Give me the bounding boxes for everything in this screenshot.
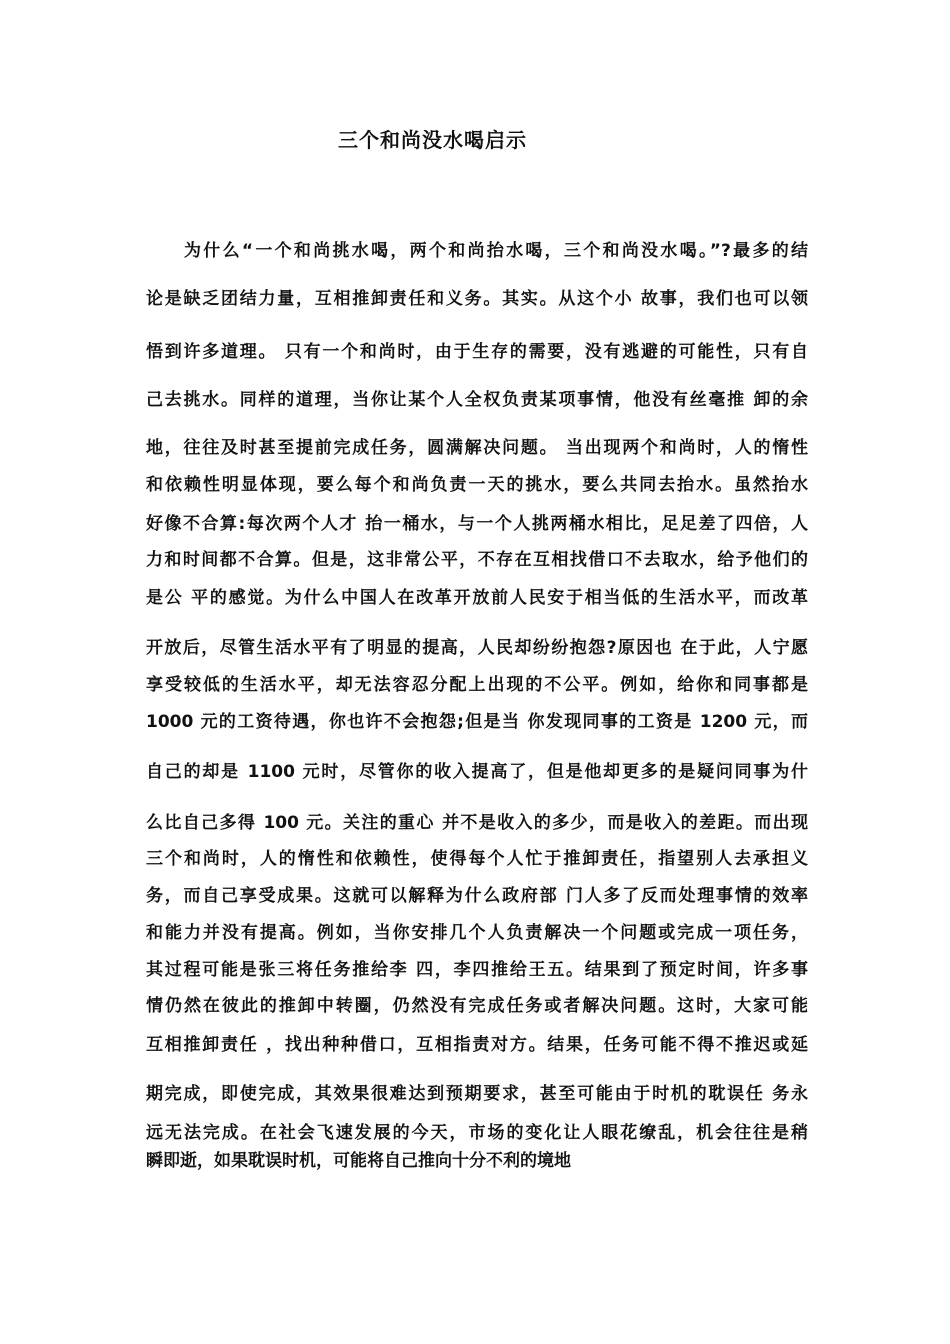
body-line: 自己的却是 1100 元时，尽管你的收入提高了，但是他却更多的是疑问同事为什 — [146, 762, 808, 782]
body-line: 开放后，尽管生活水平有了明显的提高，人民却纷纷抱怨?原因也 在于此，人宁愿 — [146, 638, 808, 658]
body-line: 悟到许多道理。 只有一个和尚时，由于生存的需要，没有逃避的可能性，只有自 — [146, 342, 808, 362]
body-line: 么比自己多得 100 元。关注的重心 并不是收入的多少，而是收入的差距。而出现 — [146, 813, 808, 833]
body-line: 和依赖性明显体现，要么每个和尚负责一天的挑水，要么共同去抬水。虽然抬水 — [146, 475, 808, 495]
body-line: 和能力并没有提高。例如，当你安排几个人负责解决一个问题或完成一项任务， — [146, 923, 808, 943]
document-title: 三个和尚没水喝启示 — [338, 128, 527, 152]
body-line: 其过程可能是张三将任务推给李 四，李四推给王五。结果到了预定时间，许多事 — [146, 960, 808, 980]
body-line: 情仍然在彼此的推卸中转圈，仍然没有完成任务或者解决问题。这时，大家可能 — [146, 996, 808, 1016]
body-line: 1000 元的工资待遇，你也许不会抱怨;但是当 你发现同事的工资是 1200 元，而 — [146, 712, 808, 732]
body-line: 力和时间都不合算。但是，这非常公平，不存在互相找借口不去取水，给予他们的 — [146, 550, 808, 570]
body-line: 务，而自己享受成果。这就可以解释为什么政府部 门人多了反而处理事情的效率 — [146, 886, 808, 906]
body-line: 三个和尚时，人的惰性和依赖性，使得每个人忙于推卸责任，指望别人去承担义 — [146, 849, 808, 869]
body-line: 为什么“一个和尚挑水喝，两个和尚抬水喝，三个和尚没水喝。”?最多的结 — [184, 241, 808, 261]
body-line: 是公 平的感觉。为什么中国人在改革开放前人民安于相当低的生活水平，而改革 — [146, 588, 808, 608]
body-line: 地，往往及时甚至提前完成任务，圆满解决问题。 当出现两个和尚时，人的惰性 — [146, 438, 808, 458]
body-line: 好像不合算:每次两个人才 抬一桶水，与一个人挑两桶水相比，足足差了四倍，人 — [146, 514, 808, 534]
body-line: 期完成，即使完成，其效果很难达到预期要求，甚至可能由于时机的耽误任 务永 — [146, 1084, 808, 1104]
body-line: 互相推卸责任 ，找出种种借口，互相指责对方。结果，任务可能不得不推迟或延 — [146, 1035, 808, 1055]
body-line: 远无法完成。在社会飞速发展的今天，市场的变化让人眼花缭乱，机会往往是稍 — [146, 1123, 808, 1143]
body-line: 论是缺乏团结力量，互相推卸责任和义务。其实。从这个小 故事，我们也可以领 — [146, 289, 808, 309]
body-line: 享受较低的生活水平，却无法容忍分配上出现的不公平。例如，给你和同事都是 — [146, 675, 808, 695]
body-line: 瞬即逝，如果耽误时机，可能将自己推向十分不利的境地 — [146, 1151, 571, 1171]
body-line: 己去挑水。同样的道理，当你让某个人全权负责某项事情，他没有丝毫推 卸的余 — [146, 390, 808, 410]
